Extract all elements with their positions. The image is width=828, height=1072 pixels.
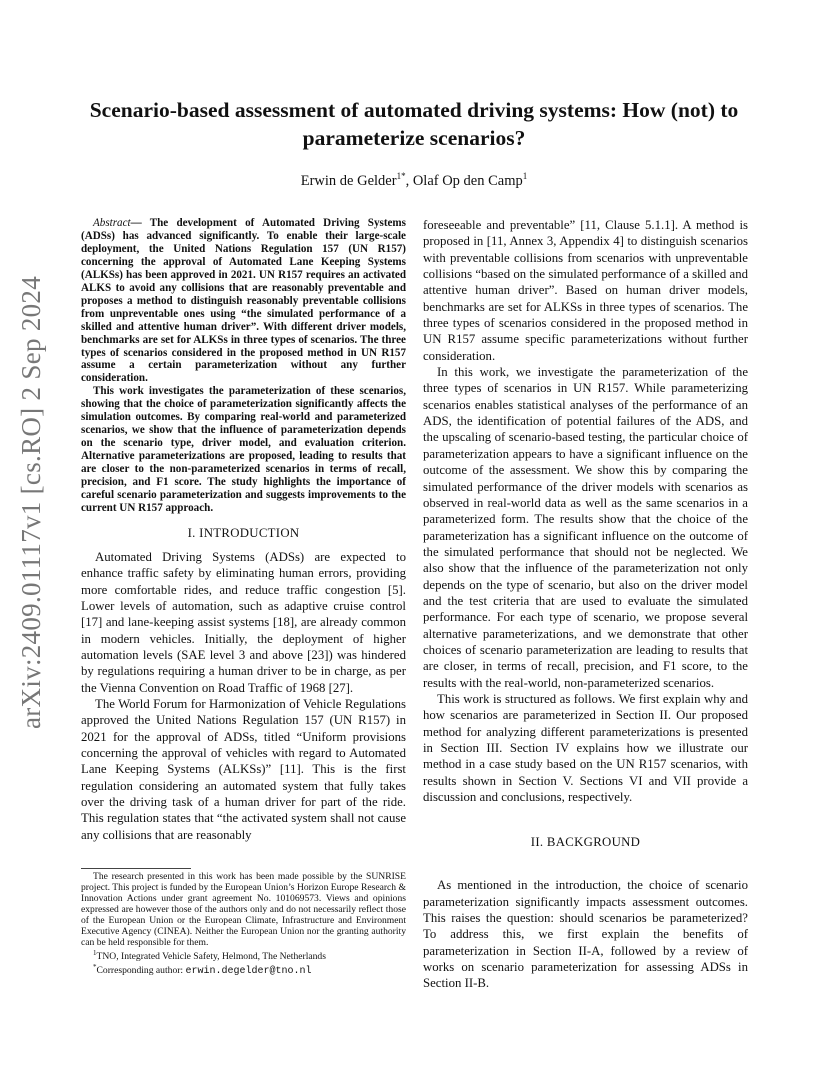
- author-separator: ,: [405, 172, 413, 189]
- body-paragraph: This work is structured as follows. We first explain why and how scenarios are parameterized in Section II. Our proposed method for analyzing different parameterizations is presented in Section III. Section IV explains how we illustrate our method in a case study based on the UN R157 scenarios, with results shown in Section V. Sections VI and VII provide a discussion and conclusions, respectively.: [423, 691, 748, 805]
- funding-footnote: The research presented in this work has been made possible by the SUNRISE project. This project is funded by the European Union’s Horizon Europe Research & Innovation Actions under grant agreement No. 101069573. Views and opinions expressed are however those of the authors only and do not necessarily reflect those of the European Union or the European Climate, Infrastructure and Environment Executive Agency (CINEA). Neither the European Union nor the granting authority can be held responsible for them.: [81, 871, 406, 948]
- abstract-label: Abstract: [93, 217, 131, 229]
- author-name: Erwin de Gelder: [300, 172, 397, 189]
- abstract: [81, 217, 406, 515]
- arxiv-identifier-text: arXiv:2409.01117v1 [cs.RO] 2 Sep 2024: [16, 275, 47, 729]
- abstract-paragraph: [81, 217, 406, 385]
- body-paragraph: Automated Driving Systems (ADSs) are expected to enhance traffic safety by eliminating human errors, providing more comfortable rides, and reduce traffic congestion [5]. Lower levels of automation, such as adaptive cruise control [17] and lane-keeping assist systems [18], are already common in modern vehicles. Initially, the deployment of higher automation levels (SAE level 3 and above [23]) was hindered by regulations requiring a human driver to be in charge, as per the Vienna Convention on Road Traffic of 1968 [27].: [81, 549, 406, 695]
- corresponding-label: Corresponding author:: [96, 965, 186, 977]
- author-affiliation-mark: 1: [522, 171, 528, 181]
- section-heading: I. INTRODUCTION: [187, 525, 300, 540]
- abstract-text: The development of Automated Driving Systems (ADSs) has advanced significantly. To enable their large-scale deployment, the United Nations Regulation 157 (UN R157) concerning the approval of Automated Lane Keeping Systems (ALKSs) has been approved in 2021. UN R157 requires an activated ALKS to avoid any collisions that are reasonably preventable and proposes a method to distinguish reasonably preventable collisions from unpreventable ones using “the simulated performance of a skilled and attentive human driver”. With different driver models, benchmarks are set for ALKSs in three types of scenarios. The three types of scenarios considered in the proposed method in UN R157 assume a certain parameterization without any further consideration.: [81, 217, 406, 385]
- author-affiliation-mark: 1*: [396, 171, 406, 181]
- introduction-section: [81, 526, 406, 843]
- body-paragraph: foreseeable and preventable” [11, Clause 5.1.1]. A method is proposed in [11, Annex 3, Appendix 4] to distinguish scenarios with preventable collisions from scenarios with unpreventable collisions “based on the simulated performance of a skilled and attentive human driver”. Based on human driver models, benchmarks are set for ALKSs in three types of scenarios. The three types of scenarios considered in the proposed method in UN R157 assume specific parameterizations without further consideration.: [423, 218, 748, 363]
- author-name: Olaf Op den Camp: [412, 172, 523, 189]
- footnotes: [81, 868, 406, 977]
- affiliation-footnote: [81, 948, 406, 962]
- author-email-link[interactable]: erwin.degelder@tno.nl: [185, 966, 312, 978]
- corresponding-author-footnote: [81, 962, 406, 977]
- body-paragraph: As mentioned in the introduction, the choice of scenario parameterization significantly impacts assessment outcomes. This raises the question: should scenarios be parameterized? To address this, we first explain the benefits of parameterization in Section II-A, followed by a review of works on scenario parameterization for assessing ADSs in Section II-B.: [423, 878, 748, 991]
- affiliation-text: TNO, Integrated Vehicle Safety, Helmond, The Netherlands: [96, 951, 326, 963]
- section-heading: II. BACKGROUND: [530, 835, 641, 850]
- corresponding-mark: *: [93, 963, 97, 972]
- footnote-divider: [81, 868, 191, 869]
- paper-title: Scenario-based assessment of automated driving systems: How (not) to parameterize scenarios?: [89, 98, 739, 150]
- arxiv-identifier: [12, 275, 52, 729]
- body-paragraph: In this work, we investigate the parameterization of the three types of scenarios in UN R157. While parameterizing scenarios enables statistical analyses of the performance of an ADS, the identification of potential failures of the ADS, and the upscaling of scenario-based testing, the particular choice of parameterization appears to have a significant influence on the outcome of the assessment. We show this by comparing the simulated performance of the driver models with scenarios as observed in real-world data as well as the same scenarios in a parameterized form. The results show that the choice of the parameterization has a significant influence on the outcome of the simulated performance that should not be neglected. We also show that the influence of the parameterization not only depends on the type of scenario, but also on the driver model and the test criteria that are used to evaluate the simulated performance. For each type of scenario, we propose several alternative parameterizations, and we demonstrate that other choices of scenario parameterization are leading to results that are closer, in terms of recall, precision, and F1 score, to the results with the real-world, non-parameterized scenarios.: [423, 365, 748, 690]
- abstract-paragraph: This work investigates the parameterization of these scenarios, showing that the choice of parameterization significantly affects the simulation outcomes. By comparing real-world and parameterized scenarios, we show that the influence of parameterization depends on the scenario type, driver model, and evaluation criterion. Alternative parameterizations are proposed, leading to results that are closer to the non-parameterized scenarios in terms of recall, precision, and F1 score. The study highlights the importance of careful scenario parameterization and suggests improvements to the current UN R157 approach.: [81, 385, 406, 514]
- abstract-dash: —: [130, 217, 150, 229]
- affiliation-mark: 1: [93, 949, 97, 957]
- author-line: [60, 171, 768, 190]
- body-paragraph: The World Forum for Harmonization of Vehicle Regulations approved the United Nations Regulation 157 (UN R157) in 2021 for the approval of ADSs, titled “Uniform provisions concerning the approval of vehicles with regard to Automated Lane Keeping Systems (ALKSs)” [11]. This is the first regulation considering an automated system that fully takes over the driving task of a human driver for part of the ride. This regulation states that “the activated system shall not cause any collisions that are reasonably: [81, 697, 406, 842]
- right-column: [423, 217, 748, 992]
- left-column: [81, 217, 406, 843]
